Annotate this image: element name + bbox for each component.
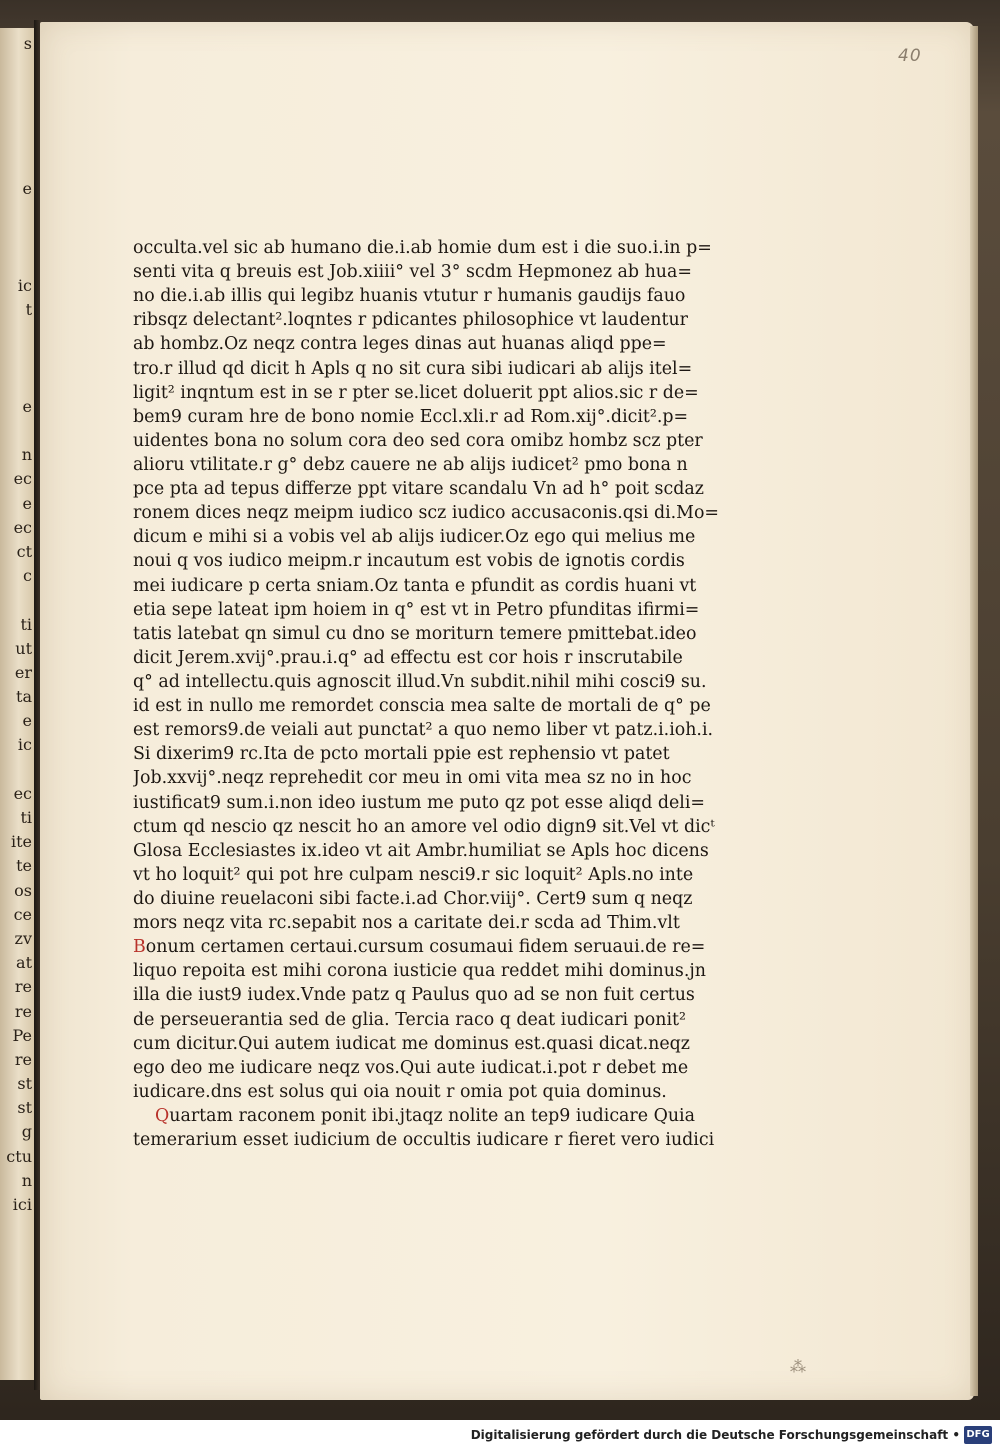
text-line: dicit Jerem.xvij°.prau.i.q° ad effectu est cor hois r inscrutabile (133, 647, 683, 668)
margin-fragment (2, 758, 32, 782)
page-ornament: ⁂ (790, 1357, 806, 1376)
text-line: pce pta ad tepus differze ppt vitare scandalu Vn ad h° poit scdaz (133, 479, 704, 500)
text-line: ctum qd nescio qz nescit ho an amore vel odio dign9 sit.Vel vt dicᵗ (133, 816, 715, 837)
margin-fragment: re (14, 977, 32, 997)
text-line: etia sepe lateat ipm hoiem in q° est vt in Petro pfunditas ifirmi= (133, 599, 700, 620)
text-line: no die.i.ab illis qui legibz huanis vtutur r humanis gaudijs fauo (133, 286, 686, 307)
margin-fragment: Pe (12, 1025, 32, 1045)
margin-fragment: ec (13, 469, 32, 489)
text-line: ego deo me iudicare neqz vos.Qui aute iudicat.i.pot r debet me (133, 1057, 689, 1078)
text-line: ronem dices neqz meipm iudico scz iudico accusaconis.qsi di.Mo= (133, 503, 720, 524)
text-line: dicum e mihi si a vobis vel ab alijs iudicer.Oz ego qui melius me (133, 527, 696, 548)
text-line: uidentes bona no solum cora deo sed cora omibz hombz scz pter (133, 430, 703, 451)
margin-fragment: e (22, 396, 32, 416)
funding-notice: Digitalisierung gefördert durch die Deutsche Forschungsgemeinschaft • (470, 1428, 960, 1442)
text-line: ab hombz.Oz neqz contra leges dinas aut huanas aliqd ppe= (133, 334, 667, 355)
margin-fragment (2, 250, 32, 274)
margin-fragment: ec (13, 783, 32, 803)
text-line: vt ho loquit² qui pot hre culpam nesci9.r sic loquit² Apls.no inte (133, 864, 694, 885)
text-line: Si dixerim9 rc.Ita de pcto mortali ppie est rephensio vt patet (133, 744, 670, 765)
margin-fragment: s (23, 34, 32, 53)
text-line: occulta.vel sic ab humano die.i.ab homie dum est i die suo.i.in p= (133, 238, 712, 258)
dfg-logo-icon: DFG (964, 1426, 992, 1444)
text-line: q° ad intellectu.quis agnoscit illud.Vn subdit.nihil mihi cosci9 su. (133, 671, 707, 692)
text-line: illa die iust9 iudex.Vnde patz q Paulus quo ad se non fuit certus (133, 985, 695, 1006)
margin-fragment: g (21, 1122, 32, 1142)
rubric-initial: B (133, 937, 146, 958)
margin-fragment: n (21, 1170, 32, 1190)
margin-fragment: te (16, 856, 32, 876)
margin-fragment: re (14, 1049, 32, 1069)
text-line: mei iudicare p certa sniam.Oz tanta e pfundit as cordis huani vt (133, 575, 697, 596)
margin-fragment: e (22, 493, 32, 513)
margin-fragment: ec (13, 517, 32, 537)
margin-fragment (2, 588, 32, 612)
margin-fragment (2, 226, 32, 250)
left-page-margin-text (2, 32, 32, 1217)
text-line: ribsqz delectant².loqntes r pdicantes philosophice vt laudentur (133, 310, 688, 331)
text-line: Glosa Ecclesiastes ix.ideo vt ait Ambr.humiliat se Apls hoc dicens (133, 840, 709, 861)
margin-fragment (2, 419, 32, 443)
text-line: tatis latebat qn simul cu dno se moriturn temere pmittebat.ideo (133, 623, 697, 644)
margin-fragment (2, 201, 32, 225)
footer-bar (0, 1420, 1000, 1451)
margin-fragment: e (22, 179, 32, 199)
margin-fragment: ti (20, 614, 32, 634)
text-line: bem9 curam hre de bono nomie Eccl.xli.r ad Rom.xij°.dicit².p= (133, 406, 689, 427)
margin-fragment: ut (15, 638, 32, 658)
margin-fragment: c (23, 566, 32, 586)
margin-fragment: zv (14, 928, 32, 948)
margin-fragment: st (17, 1074, 32, 1094)
text-line: Bonum certamen certaui.cursum cosumaui fidem seruaui.de re= (133, 937, 706, 958)
margin-fragment (2, 129, 32, 153)
text-line: est remors9.de veiali aut punctat² a quo nemo liber vt patz.i.ioh.i. (133, 720, 714, 741)
margin-fragment: e (22, 711, 32, 731)
text-line: iustificat9 sum.i.non ideo iustum me puto qz pot esse aliqd deli= (133, 792, 705, 813)
margin-fragment (2, 371, 32, 395)
text-line: id est in nullo me remordet conscia mea salte de mortali de q° pe (133, 696, 711, 717)
margin-fragment: os (14, 880, 32, 900)
text-block (133, 236, 769, 1152)
margin-fragment: ti (20, 808, 32, 827)
folio-number: 40 (898, 46, 922, 66)
margin-fragment: ctu (6, 1146, 32, 1166)
margin-fragment: at (16, 953, 32, 973)
margin-fragment (2, 322, 32, 346)
text-line: do diuine reuelaconi sibi facte.i.ad Chor.viij°. Cert9 sum q neqz (133, 888, 693, 909)
left-page-fragment (0, 28, 36, 1380)
text-line: mors neqz vita rc.sepabit nos a caritate dei.r scda ad Thim.vlt (133, 913, 680, 934)
text-line: senti vita q breuis est Job.xiiii° vel 3° scdm Hepmonez ab hua= (133, 262, 692, 283)
page-edge (970, 26, 978, 1396)
margin-fragment (2, 56, 32, 80)
text-line: Job.xxvij°.neqz reprehedit cor meu in omi vita mea sz no in hoc (133, 768, 692, 789)
margin-fragment (2, 80, 32, 104)
margin-fragment (2, 105, 32, 129)
text-line: iudicare.dns est solus qui oia nouit r omia pot quia dominus. (133, 1081, 667, 1102)
text-line: noui q vos iudico meipm.r incautum est vobis de ignotis cordis (133, 551, 685, 572)
text-line: temerarium esset iudicium de occultis iudicare r fieret vero iudici (133, 1130, 715, 1151)
text-line: de perseuerantia sed de glia. Tercia raco q deat iudicari ponit² (133, 1009, 686, 1030)
rubric-initial: Q (155, 1105, 170, 1126)
text-line: tro.r illud qd dicit h Apls q no sit cura sibi iudicari ab alijs itel= (133, 358, 693, 379)
text-line: Quartam raconem ponit ibi.jtaqz nolite an tep9 iudicare Quia (155, 1105, 695, 1126)
margin-fragment: t (25, 300, 32, 320)
margin-fragment (2, 153, 32, 177)
margin-fragment: er (14, 662, 32, 682)
margin-fragment (2, 346, 32, 370)
text-line: cum dicitur.Qui autem iudicat me dominus est.quasi dicat.neqz (133, 1033, 690, 1054)
margin-fragment: ici (12, 1195, 32, 1214)
margin-fragment: ta (16, 687, 32, 707)
margin-fragment: ite (10, 832, 32, 852)
margin-fragment: st (17, 1098, 32, 1118)
margin-fragment: ct (16, 541, 32, 561)
text-line: alioru vtilitate.r g° debz cauere ne ab alijs iudicet² pmo bona n (133, 454, 688, 475)
margin-fragment: re (14, 1001, 32, 1021)
text-line: ligit² inqntum est in se r pter se.licet doluerit ppt alios.sic r de= (133, 382, 699, 403)
margin-fragment: ce (13, 904, 32, 924)
margin-fragment: ic (17, 735, 32, 755)
text-line: liquo repoita est mihi corona iusticie qua reddet mihi dominus.jn (133, 961, 706, 982)
margin-fragment: ic (17, 275, 32, 295)
margin-fragment: n (21, 445, 32, 465)
